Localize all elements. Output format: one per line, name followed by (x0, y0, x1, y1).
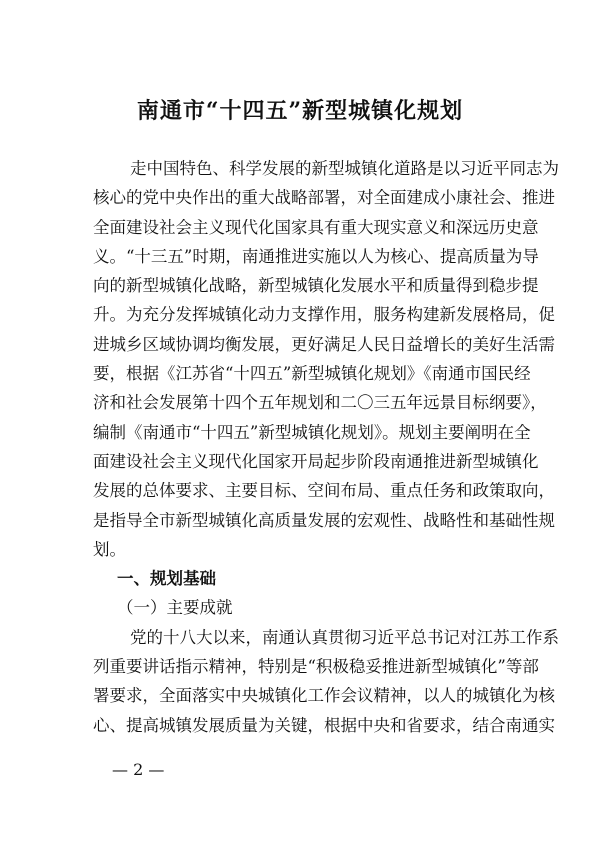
text-line: 进城乡区域协调均衡发展，更好满足人民日益增长的美好生活需 (93, 334, 555, 354)
text-line: 济和社会发展第十四个五年规划和二〇三五年远景目标纲要》， (93, 393, 547, 413)
section-heading: 一、规划基础 (117, 569, 216, 589)
text-line: 列重要讲话指示精神，特别是“积极稳妥推进新型城镇化”等部 (93, 657, 539, 677)
text-line: 编制《南通市“十四五”新型城镇化规划》。规划主要阐明在全 (93, 422, 531, 442)
text-line: 走中国特色、科学发展的新型城镇化道路是以习近平同志为 (130, 159, 559, 178)
text-line: 核心的党中央作出的重大战略部署，对全面建成小康社会、推进 (93, 188, 555, 208)
text-line: 划。 (93, 539, 126, 559)
text-line: 向的新型城镇化战略，新型城镇化发展水平和质量得到稳步提 (93, 276, 539, 296)
text-line: 升。为充分发挥城镇化动力支撑作用，服务构建新发展格局，促 (93, 305, 555, 325)
text-line: 义。“十三五”时期，南通推进实施以人为核心、提高质量为导 (93, 246, 539, 266)
achievements-paragraph (93, 623, 559, 740)
page-number: — 2 — (112, 760, 165, 779)
subsection-heading: （一）主要成就 (117, 598, 233, 618)
text-line: 是指导全市新型城镇化高质量发展的宏观性、战略性和基础性规 (93, 510, 555, 530)
text-line: 全面建设社会主义现代化国家具有重大现实意义和深远历史意 (93, 217, 539, 237)
text-line: 要，根据《江苏省“十四五”新型城镇化规划》《南通市国民经 (93, 364, 531, 384)
text-line: 党的十八大以来，南通认真贯彻习近平总书记对江苏工作系 (130, 627, 559, 647)
text-line: 发展的总体要求、主要目标、空间布局、重点任务和政策取向， (93, 481, 555, 501)
document-title: 南通市“十四五”新型城镇化规划 (136, 98, 464, 124)
text-line: 面建设社会主义现代化国家开局起步阶段南通推进新型城镇化 (93, 451, 539, 471)
document-body (93, 154, 559, 740)
text-line: 心、提高城镇发展质量为关键，根据中央和省要求，结合南通实 (93, 715, 555, 735)
text-line: 署要求，全面落实中央城镇化工作会议精神，以人的城镇化为核 (93, 686, 555, 706)
intro-paragraph (93, 154, 559, 564)
